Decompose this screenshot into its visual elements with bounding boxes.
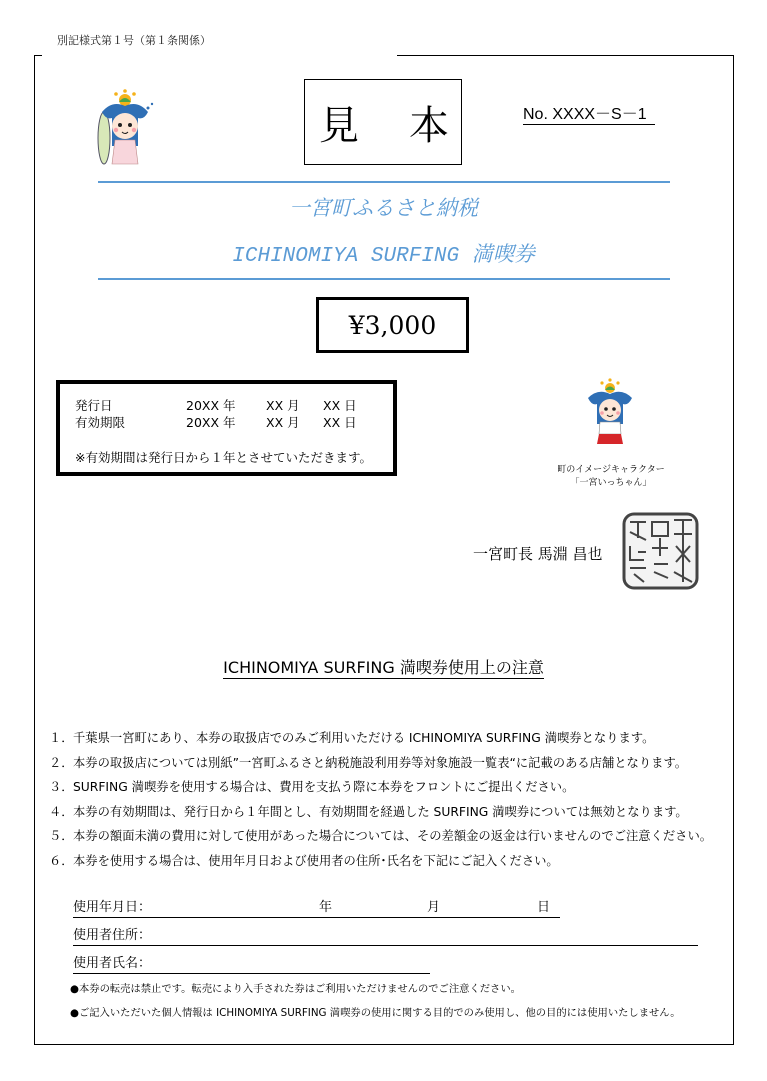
surfing-mascot-icon xyxy=(94,88,156,166)
issue-date-label: 発行日 xyxy=(75,398,113,413)
notice-item-text: 本券の有効期間は、発行日から１年間とし、有効期間を経過した SURFING 満喫券については無効となります。 xyxy=(73,804,688,819)
notice-item xyxy=(49,728,749,753)
notice-item-number: ２． xyxy=(49,755,74,770)
expiry-date-year: 20XX 年 xyxy=(186,415,236,430)
issue-date-month: XX 月 xyxy=(266,398,300,413)
usage-notice-heading xyxy=(0,655,767,678)
official-seal-icon xyxy=(622,512,699,590)
mayor-name: 一宮町長 馬淵 昌也 xyxy=(473,545,603,563)
expiry-date-row xyxy=(75,413,357,431)
sample-stamp-char-2: 本 xyxy=(409,102,449,149)
user-name-field[interactable] xyxy=(73,955,430,974)
privacy-note: ●ご記入いただいた個人情報は ICHINOMIYA SURFING 満喫券の使用に関する目的でのみ使用し、他の目的には使用いたしません。 xyxy=(70,1007,681,1019)
notice-item-text: SURFING 満喫券を使用する場合は、費用を支払う際に本券をフロントにご提出ください。 xyxy=(73,780,575,795)
notice-item xyxy=(49,777,749,802)
sample-stamp xyxy=(304,79,462,165)
title-surfing-voucher: ICHINOMIYA SURFING 満喫券 xyxy=(232,245,535,268)
notice-item-text: 千葉県一宮町にあり、本券の取扱店でのみご利用いただける ICHINOMIYA SURFING 満喫券となります。 xyxy=(73,731,655,745)
notice-item xyxy=(49,753,749,778)
serial-number: No. XXXX－S－1 xyxy=(523,106,655,125)
resale-prohibited-note: ●本券の転売は禁止です。転売により入手された券はご利用いただけませんのでご注意ください。 xyxy=(70,983,521,995)
sample-stamp-char-1: 見 xyxy=(319,102,359,149)
notice-item-number: ５． xyxy=(49,829,74,844)
validity-note: ※有効期間は発行日から１年とさせていただきます。 xyxy=(75,450,372,465)
notice-item-number: ３． xyxy=(49,780,74,795)
expiry-date-label: 有効期限 xyxy=(75,415,126,430)
frame-top-left-edge xyxy=(34,55,42,56)
title-bottom-rule xyxy=(98,278,670,280)
issue-date-row xyxy=(75,396,357,414)
user-address-field[interactable] xyxy=(73,927,698,946)
usage-date-day-unit: 日 xyxy=(537,900,551,915)
mascot-caption xyxy=(545,464,677,490)
usage-notice-title: ICHINOMIYA SURFING 満喫券使用上の注意 xyxy=(223,658,544,677)
voucher-amount: ¥3,000 xyxy=(316,297,469,353)
validity-dates-box xyxy=(56,380,397,476)
notice-item-text: 本券の額面未満の費用に対して使用があった場合については、その差額金の返金は行いませんのでご注意ください。 xyxy=(73,829,713,844)
expiry-date-day: XX 日 xyxy=(323,415,357,430)
user-name-label: 使用者氏名： xyxy=(73,956,152,971)
notice-item-text: 本券を使用する場合は、使用年月日および使用者の住所･氏名を下記にご記入ください。 xyxy=(73,853,559,868)
title-furusato-nozei: 一宮町ふるさと納税 xyxy=(289,196,478,220)
mascot-caption-line1: 町のイメージキャラクター xyxy=(557,465,665,475)
mascot-caption-line2: 「一宮いっちゃん」 xyxy=(570,478,652,488)
notice-item-number: １． xyxy=(49,731,74,745)
title-top-rule xyxy=(98,181,670,183)
expiry-date-month: XX 月 xyxy=(266,415,300,430)
form-number-label: 別記様式第１号（第１条関係） xyxy=(57,34,211,47)
user-address-label: 使用者住所： xyxy=(73,928,152,943)
issue-date-day: XX 日 xyxy=(323,398,357,413)
usage-notice-list xyxy=(49,728,749,876)
notice-item xyxy=(49,826,749,851)
frame-top-right-edge xyxy=(397,55,734,56)
notice-item xyxy=(49,802,749,827)
notice-item-number: ４． xyxy=(49,804,74,819)
notice-item-text: 本券の取扱店については別紙”一宮町ふるさと納税施設利用券等対象施設一覧表“に記載のある店舗となります。 xyxy=(73,755,688,770)
usage-date-month-unit: 月 xyxy=(427,900,441,915)
issue-date-year: 20XX 年 xyxy=(186,398,236,413)
mascot-icchan-icon xyxy=(584,378,636,448)
notice-item-number: ６． xyxy=(49,853,74,868)
usage-date-label: 使用年月日： xyxy=(73,900,152,915)
usage-date-field[interactable] xyxy=(73,899,560,918)
notice-item xyxy=(49,851,749,876)
usage-date-year-unit: 年 xyxy=(319,900,333,915)
